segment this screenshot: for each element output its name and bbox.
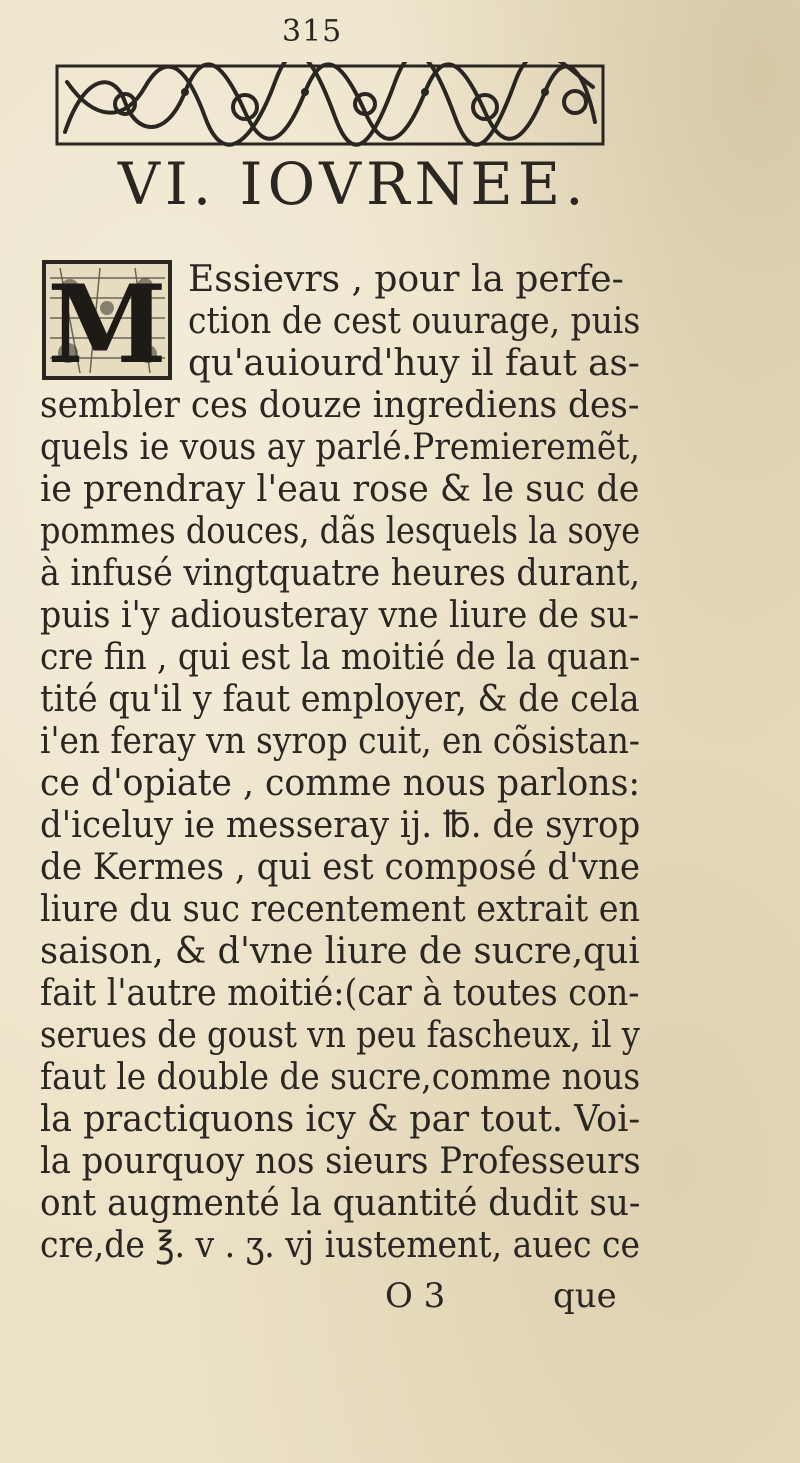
text-line-14: d'iceluy ie messeray ij. ℔. de syrop — [40, 805, 641, 846]
text-line-4: sembler ces douze ingrediens des- — [40, 385, 640, 426]
text-line-21: la practiquons icy & par tout. Voi- — [40, 1099, 641, 1140]
text-line-12: i'en feray vn syrop cuit, en cõsistan- — [40, 721, 640, 762]
dropcap-letter: M — [47, 262, 167, 382]
chapter-heading: VI. IOVRNEE. — [118, 150, 589, 218]
decorated-initial — [40, 258, 175, 382]
text-line-11: tité qu'il y faut employer, & de cela — [40, 679, 640, 720]
text-line-7: pommes douces, dãs lesquels la soye — [40, 511, 641, 552]
text-line-5: quels ie vous ay parlé.Premieremẽt, — [40, 427, 640, 468]
text-line-20: faut le double de sucre,comme nous — [40, 1057, 641, 1098]
text-line-6: ie prendray l'eau rose & le suc de — [40, 469, 640, 510]
text-line-1: Essievrs , pour la perfe- — [188, 259, 624, 300]
text-line-24: cre,de ℥. v . ʒ. vj iustement, auec ce — [40, 1225, 641, 1266]
text-line-8: à infusé vingtquatre heures durant, — [40, 553, 641, 594]
signature-mark: O 3 — [385, 1276, 446, 1316]
text-line-13: ce d'opiate , comme nous parlons: — [40, 763, 641, 804]
page-number: 315 — [282, 14, 343, 49]
text-line-3: qu'auiourd'huy il faut as- — [188, 343, 640, 384]
text-line-10: cre fin , qui est la moitié de la quan- — [40, 637, 641, 678]
text-line-19: serues de goust vn peu fascheux, il y — [40, 1015, 640, 1056]
text-line-23: ont augmenté la quantité dudit su- — [40, 1183, 641, 1224]
text-line-22: la pourquoy nos sieurs Professeurs — [40, 1141, 641, 1182]
text-line-18: fait l'autre moitié:(car à toutes con- — [40, 973, 640, 1014]
text-line-2: ction de cest ouurage, puis — [188, 301, 641, 342]
ornamental-headpiece — [55, 62, 605, 148]
text-line-16: liure du suc recentement extrait en — [40, 889, 641, 930]
text-line-17: saison, & d'vne liure de sucre,qui — [40, 931, 640, 972]
catchword: que — [553, 1276, 617, 1316]
text-line-9: puis i'y adiousteray vne liure de su- — [40, 595, 640, 636]
text-line-15: de Kermes , qui est composé d'vne — [40, 847, 641, 888]
